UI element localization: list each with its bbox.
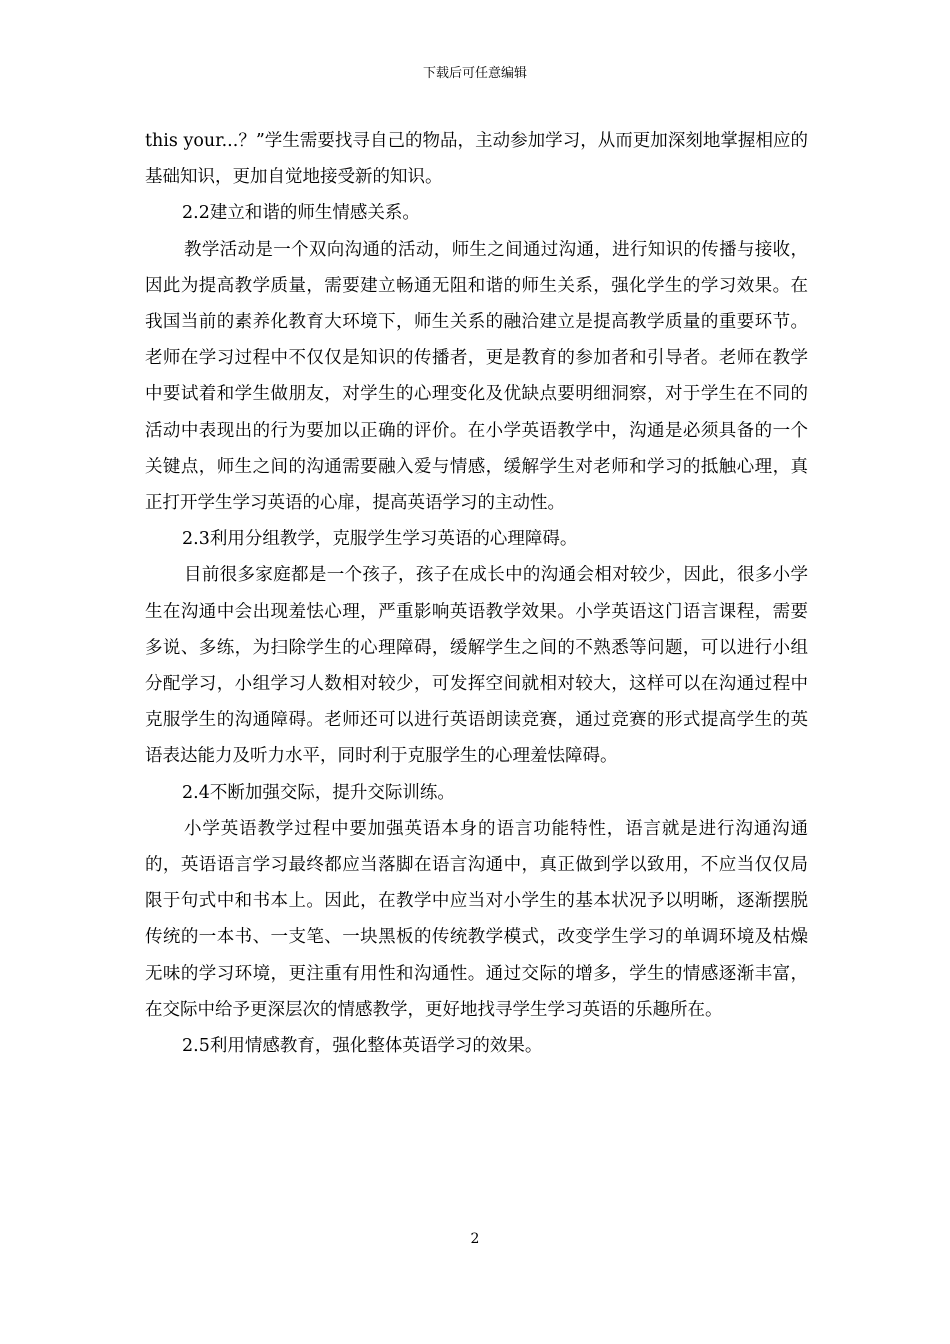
page-header-note: 下载后可任意编辑 <box>422 66 527 81</box>
section-heading-2-3: 2.3利用分组教学，克服学生学习英语的心理障碍。 <box>182 529 578 550</box>
section-heading-2-5: 2.5利用情感教育，强化整体英语学习的效果。 <box>182 1036 543 1057</box>
paragraph-teacher-student-relationship: 教学活动是一个双向沟通的活动，师生之间通过沟通，进行知识的传播与接收，因此为提高教学质量，需要建立畅通无阻和谐的师生关系，强化学生的学习效果。在我国当前的素养化教育大环境下，师生关系的融洽建立是提高教学质量的重要环节。老师在学习过程中不仅仅是知识的传播者，更是教育的参加者和引导者。老师在教学中要试着和学生做朋友，对学生的心理变化及优缺点要明细洞察，对于学生在不同的活动中表现出的行为要加以正确的评价。在小学英语教学中，沟通是必须具备的一个关键点，师生之间的沟通需要融入爱与情感，缓解学生对老师和学习的抵触心理，真正打开学生学习英语的心扉，提高英语学习的主动性。 <box>145 239 808 514</box>
document-body <box>145 123 808 1064</box>
paragraph-continued: this your...？”学生需要找寻自己的物品，主动参加学习，从而更加深刻地掌握相应的基础知识，更加自觉地接受新的知识。 <box>145 131 808 188</box>
paragraph-group-teaching: 目前很多家庭都是一个孩子，孩子在成长中的沟通会相对较少，因此，很多小学生在沟通中会出现羞怯心理，严重影响英语教学效果。小学英语这门语言课程，需要多说、多练，为扫除学生的心理障碍，缓解学生之间的不熟悉等问题，可以进行小组分配学习，小组学习人数相对较少，可发挥空间就相对较大，这样可以在沟通过程中克服学生的沟通障碍。老师还可以进行英语朗读竞赛，通过竞赛的形式提高学生的英语表达能力及听力水平，同时利于克服学生的心理羞怯障碍。 <box>145 565 808 767</box>
section-heading-2-2: 2.2建立和谐的师生情感关系。 <box>182 203 420 224</box>
page-number: 2 <box>470 1231 480 1247</box>
paragraph-communication-training: 小学英语教学过程中要加强英语本身的语言功能特性，语言就是进行沟通沟通的，英语语言学习最终都应当落脚在语言沟通中，真正做到学以致用，不应当仅仅局限于句式中和书本上。因此，在教学中应当对小学生的基本状况予以明晰，逐渐摆脱传统的一本书、一支笔、一块黑板的传统教学模式，改变学生学习的单调环境及枯燥无味的学习环境，更注重有用性和沟通性。通过交际的增多，学生的情感逐渐丰富，在交际中给予更深层次的情感教学，更好地找寻学生学习英语的乐趣所在。 <box>145 818 808 1020</box>
section-heading-2-4: 2.4不断加强交际，提升交际训练。 <box>182 782 455 803</box>
